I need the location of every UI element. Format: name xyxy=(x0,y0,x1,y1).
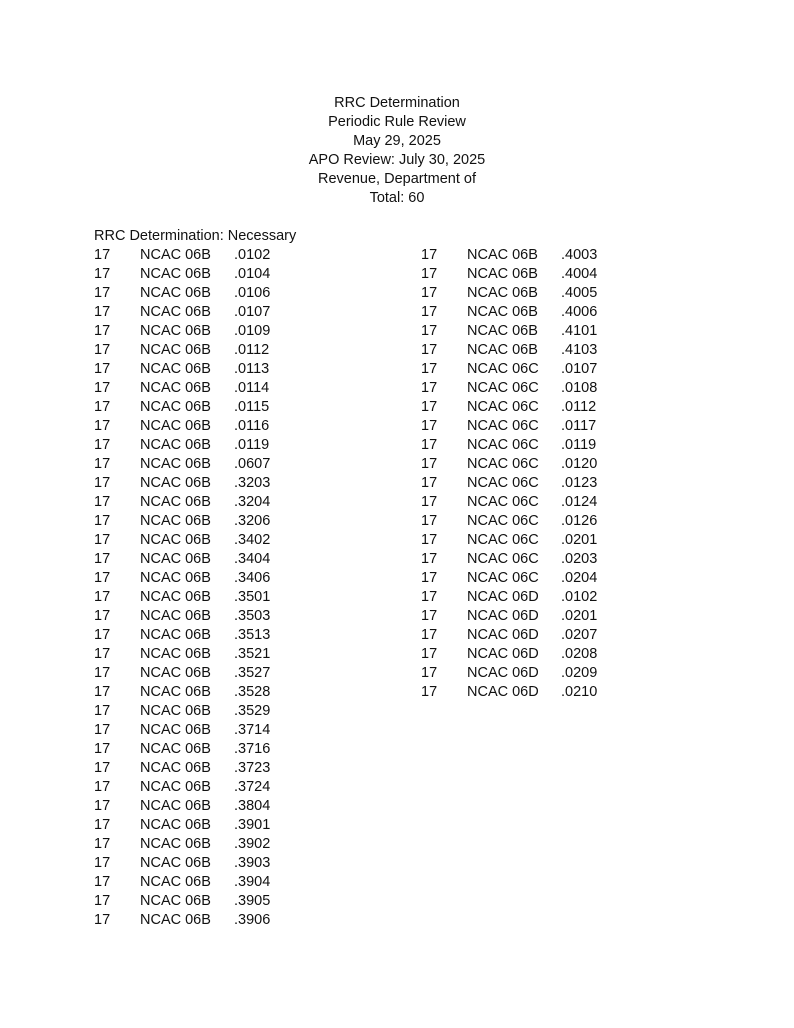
rule-chapter: NCAC 06B xyxy=(467,304,538,320)
rule-chapter: NCAC 06B xyxy=(140,589,211,605)
rule-title-number: 17 xyxy=(94,817,111,833)
rule-title-number: 17 xyxy=(94,247,111,263)
rule-chapter: NCAC 06B xyxy=(467,323,538,339)
rule-number: .4006 xyxy=(561,304,598,320)
rule-chapter: NCAC 06B xyxy=(140,266,211,282)
rule-chapter: NCAC 06D xyxy=(467,627,539,643)
rule-number: .3905 xyxy=(234,893,271,909)
rule-number: .0201 xyxy=(561,608,598,624)
rule-number: .0120 xyxy=(561,456,598,472)
rule-title-number: 17 xyxy=(421,513,438,529)
rule-chapter: NCAC 06B xyxy=(140,247,211,263)
rule-number: .0112 xyxy=(234,342,270,358)
rule-number: .0119 xyxy=(561,437,597,453)
rule-title-number: 17 xyxy=(94,399,111,415)
rule-title-number: 17 xyxy=(94,589,111,605)
header-total: Total: 60 xyxy=(369,190,425,206)
rule-number: .0116 xyxy=(234,418,270,434)
rule-chapter: NCAC 06B xyxy=(140,817,211,833)
rule-number: .0104 xyxy=(234,266,271,282)
rule-title-number: 17 xyxy=(421,399,438,415)
rule-number: .0107 xyxy=(561,361,598,377)
rule-number: .4003 xyxy=(561,247,598,263)
rule-number: .3901 xyxy=(234,817,271,833)
rule-chapter: NCAC 06C xyxy=(467,399,539,415)
rule-number: .3716 xyxy=(234,741,271,757)
rule-chapter: NCAC 06B xyxy=(140,285,211,301)
rule-number: .0109 xyxy=(234,323,271,339)
rule-number: .3206 xyxy=(234,513,271,529)
rule-chapter: NCAC 06B xyxy=(140,304,211,320)
rule-chapter: NCAC 06C xyxy=(467,513,539,529)
rule-number: .0204 xyxy=(561,570,598,586)
rule-number: .3724 xyxy=(234,779,271,795)
rule-chapter: NCAC 06B xyxy=(140,494,211,510)
rule-number: .3513 xyxy=(234,627,271,643)
rule-chapter: NCAC 06D xyxy=(467,665,539,681)
rule-chapter: NCAC 06C xyxy=(467,437,539,453)
rule-chapter: NCAC 06B xyxy=(140,703,211,719)
rule-number: .0115 xyxy=(234,399,270,415)
rule-chapter: NCAC 06B xyxy=(140,874,211,890)
rule-chapter: NCAC 06B xyxy=(140,855,211,871)
rule-chapter: NCAC 06C xyxy=(467,551,539,567)
rule-number: .0209 xyxy=(561,665,598,681)
rule-chapter: NCAC 06B xyxy=(467,247,538,263)
rule-title-number: 17 xyxy=(94,418,111,434)
rule-title-number: 17 xyxy=(94,760,111,776)
rule-chapter: NCAC 06B xyxy=(140,475,211,491)
rule-title-number: 17 xyxy=(94,361,111,377)
rule-number: .3714 xyxy=(234,722,271,738)
rule-number: .0107 xyxy=(234,304,271,320)
rule-title-number: 17 xyxy=(421,646,438,662)
rule-title-number: 17 xyxy=(421,456,438,472)
rule-chapter: NCAC 06B xyxy=(140,741,211,757)
rule-title-number: 17 xyxy=(94,627,111,643)
rule-chapter: NCAC 06B xyxy=(140,684,211,700)
rule-chapter: NCAC 06B xyxy=(140,513,211,529)
rule-chapter: NCAC 06B xyxy=(140,665,211,681)
rule-title-number: 17 xyxy=(94,532,111,548)
rule-number: .0113 xyxy=(234,361,270,377)
rule-title-number: 17 xyxy=(94,380,111,396)
rule-number: .0207 xyxy=(561,627,598,643)
rule-title-number: 17 xyxy=(94,893,111,909)
rule-title-number: 17 xyxy=(94,570,111,586)
rule-number: .3404 xyxy=(234,551,271,567)
rule-number: .4103 xyxy=(561,342,598,358)
header-date: May 29, 2025 xyxy=(353,133,441,149)
rule-title-number: 17 xyxy=(421,380,438,396)
rule-title-number: 17 xyxy=(94,266,111,282)
rule-title-number: 17 xyxy=(421,342,438,358)
rule-title-number: 17 xyxy=(94,646,111,662)
rule-title-number: 17 xyxy=(94,722,111,738)
rule-title-number: 17 xyxy=(94,741,111,757)
rule-title-number: 17 xyxy=(421,323,438,339)
rule-title-number: 17 xyxy=(94,551,111,567)
rule-number: .0112 xyxy=(561,399,597,415)
header-subtitle: Periodic Rule Review xyxy=(328,114,466,130)
rule-chapter: NCAC 06B xyxy=(140,361,211,377)
rule-number: .0102 xyxy=(234,247,271,263)
rule-title-number: 17 xyxy=(94,703,111,719)
rule-number: .4004 xyxy=(561,266,598,282)
rule-number: .3402 xyxy=(234,532,271,548)
rule-title-number: 17 xyxy=(421,551,438,567)
rule-number: .4101 xyxy=(561,323,598,339)
rule-number: .0102 xyxy=(561,589,598,605)
rule-chapter: NCAC 06C xyxy=(467,418,539,434)
header-agency: Revenue, Department of xyxy=(318,171,476,187)
rule-number: .3503 xyxy=(234,608,271,624)
rule-chapter: NCAC 06D xyxy=(467,646,539,662)
rule-number: .3906 xyxy=(234,912,271,928)
rule-title-number: 17 xyxy=(94,779,111,795)
header-title: RRC Determination xyxy=(334,95,460,111)
rule-chapter: NCAC 06C xyxy=(467,494,539,510)
rule-number: .3406 xyxy=(234,570,271,586)
rule-title-number: 17 xyxy=(94,304,111,320)
rule-title-number: 17 xyxy=(94,836,111,852)
rule-number: .0119 xyxy=(234,437,270,453)
rule-chapter: NCAC 06B xyxy=(467,266,538,282)
rule-chapter: NCAC 06B xyxy=(467,342,538,358)
rule-number: .3804 xyxy=(234,798,271,814)
rule-chapter: NCAC 06C xyxy=(467,532,539,548)
rule-title-number: 17 xyxy=(94,456,111,472)
rule-title-number: 17 xyxy=(421,361,438,377)
rule-chapter: NCAC 06B xyxy=(140,323,211,339)
rule-title-number: 17 xyxy=(94,285,111,301)
rule-number: .0123 xyxy=(561,475,598,491)
rule-chapter: NCAC 06D xyxy=(467,589,539,605)
rule-title-number: 17 xyxy=(94,798,111,814)
rule-chapter: NCAC 06C xyxy=(467,570,539,586)
rule-number: .0106 xyxy=(234,285,271,301)
rule-title-number: 17 xyxy=(94,437,111,453)
rule-title-number: 17 xyxy=(421,608,438,624)
rule-title-number: 17 xyxy=(421,475,438,491)
rule-chapter: NCAC 06B xyxy=(140,722,211,738)
rule-title-number: 17 xyxy=(421,589,438,605)
rule-chapter: NCAC 06D xyxy=(467,608,539,624)
rule-chapter: NCAC 06B xyxy=(140,437,211,453)
rule-chapter: NCAC 06C xyxy=(467,475,539,491)
rule-number: .3204 xyxy=(234,494,271,510)
rule-chapter: NCAC 06B xyxy=(140,646,211,662)
rule-number: .3529 xyxy=(234,703,271,719)
rule-title-number: 17 xyxy=(94,874,111,890)
rule-chapter: NCAC 06B xyxy=(140,779,211,795)
rule-number: .0117 xyxy=(561,418,597,434)
rule-title-number: 17 xyxy=(94,665,111,681)
rule-chapter: NCAC 06B xyxy=(140,912,211,928)
rule-title-number: 17 xyxy=(94,608,111,624)
rule-chapter: NCAC 06C xyxy=(467,456,539,472)
rule-title-number: 17 xyxy=(421,532,438,548)
rule-chapter: NCAC 06B xyxy=(140,532,211,548)
rule-chapter: NCAC 06C xyxy=(467,361,539,377)
rule-chapter: NCAC 06D xyxy=(467,684,539,700)
rule-title-number: 17 xyxy=(94,912,111,928)
rule-number: .3528 xyxy=(234,684,271,700)
rule-chapter: NCAC 06B xyxy=(140,798,211,814)
rule-chapter: NCAC 06B xyxy=(140,456,211,472)
rule-chapter: NCAC 06B xyxy=(140,399,211,415)
rule-title-number: 17 xyxy=(94,855,111,871)
rule-chapter: NCAC 06B xyxy=(140,627,211,643)
rule-chapter: NCAC 06B xyxy=(140,551,211,567)
rule-number: .0124 xyxy=(561,494,598,510)
rule-title-number: 17 xyxy=(421,285,438,301)
rule-title-number: 17 xyxy=(94,323,111,339)
rule-number: .0108 xyxy=(561,380,598,396)
rule-number: .3203 xyxy=(234,475,271,491)
rule-chapter: NCAC 06B xyxy=(140,418,211,434)
rule-title-number: 17 xyxy=(421,627,438,643)
rule-number: .3723 xyxy=(234,760,271,776)
rule-number: .3904 xyxy=(234,874,271,890)
rule-title-number: 17 xyxy=(94,342,111,358)
rule-title-number: 17 xyxy=(94,513,111,529)
rule-chapter: NCAC 06B xyxy=(140,836,211,852)
rule-title-number: 17 xyxy=(421,684,438,700)
rule-number: .0203 xyxy=(561,551,598,567)
rule-title-number: 17 xyxy=(421,304,438,320)
rule-title-number: 17 xyxy=(421,418,438,434)
rule-title-number: 17 xyxy=(94,684,111,700)
rule-title-number: 17 xyxy=(421,665,438,681)
rule-title-number: 17 xyxy=(94,494,111,510)
rule-title-number: 17 xyxy=(421,247,438,263)
rule-number: .3501 xyxy=(234,589,271,605)
rule-chapter: NCAC 06B xyxy=(140,570,211,586)
document-header xyxy=(0,94,794,208)
rule-number: .3521 xyxy=(234,646,271,662)
rule-title-number: 17 xyxy=(421,266,438,282)
rule-chapter: NCAC 06B xyxy=(140,893,211,909)
rule-chapter: NCAC 06B xyxy=(140,342,211,358)
rule-number: .0201 xyxy=(561,532,598,548)
rule-number: .3902 xyxy=(234,836,271,852)
rule-chapter: NCAC 06B xyxy=(467,285,538,301)
rule-chapter: NCAC 06B xyxy=(140,608,211,624)
rule-number: .3527 xyxy=(234,665,271,681)
rule-title-number: 17 xyxy=(421,570,438,586)
rule-number: .0126 xyxy=(561,513,598,529)
rule-number: .0210 xyxy=(561,684,598,700)
rule-number: .0208 xyxy=(561,646,598,662)
determination-label: RRC Determination: Necessary xyxy=(94,228,297,244)
rule-number: .3903 xyxy=(234,855,271,871)
rule-title-number: 17 xyxy=(421,494,438,510)
rule-number: .4005 xyxy=(561,285,598,301)
rule-chapter: NCAC 06C xyxy=(467,380,539,396)
rule-chapter: NCAC 06B xyxy=(140,380,211,396)
rule-number: .0607 xyxy=(234,456,271,472)
rule-number: .0114 xyxy=(234,380,270,396)
rule-chapter: NCAC 06B xyxy=(140,760,211,776)
header-apo-review: APO Review: July 30, 2025 xyxy=(308,152,486,168)
rule-title-number: 17 xyxy=(94,475,111,491)
rule-title-number: 17 xyxy=(421,437,438,453)
